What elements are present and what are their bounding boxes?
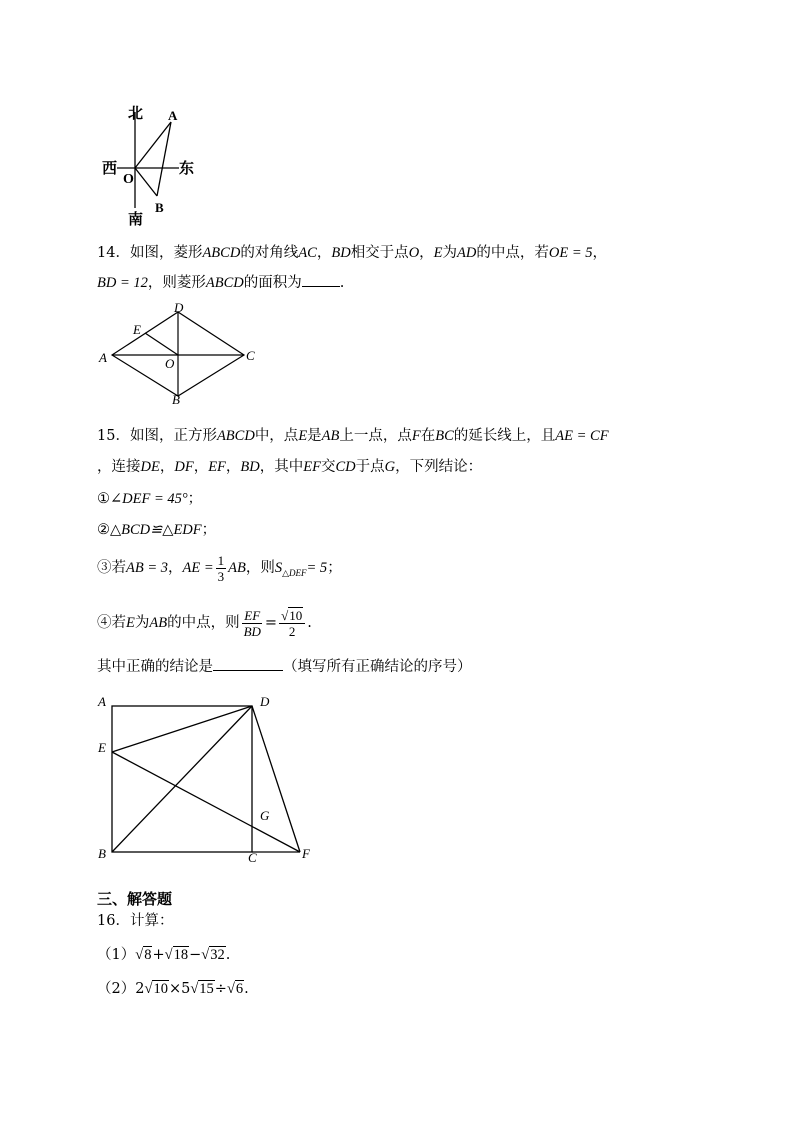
label-west: 西	[102, 161, 118, 177]
segment-bd	[112, 706, 252, 852]
square-figure	[95, 690, 325, 870]
label-south: 南	[128, 212, 144, 228]
label-east: 东	[179, 161, 195, 177]
q16-part2: （2）2√10×5√15÷√6.	[97, 981, 249, 997]
q15-line1: 15．如图，正方形ABCD中，点E是AB上一点，点F在BC的延长线上，且AE = CF	[97, 428, 609, 444]
fraction-ef-bd: $\frac{EF}{BD}$	[243, 607, 261, 639]
q16-title: 16．计算：	[97, 913, 174, 929]
label-a: A	[98, 694, 106, 709]
label-north: 北	[128, 106, 144, 122]
q15-conclusion-4: ④若E为AB的中点，则 $\frac{EF}{BD}$ = $\frac{√10}{2}$ .	[97, 607, 312, 639]
q16-part1: （1）√8+√18−√32.	[97, 947, 231, 963]
label-b: B	[172, 392, 180, 407]
segment-oe	[145, 333, 178, 355]
label-e: E	[133, 322, 141, 337]
q14-line2: BD = 12，则菱形ABCD的面积为 .	[97, 272, 344, 293]
label-c: C	[246, 348, 255, 363]
label-d: D	[174, 300, 184, 315]
q15-line2: ，连接DE，DF，EF，BD，其中EF交CD于点G，下列结论：	[97, 459, 483, 475]
label-b: B	[155, 200, 164, 215]
rhombus-figure	[95, 300, 265, 412]
q15-answer-blank[interactable]	[213, 656, 283, 671]
fraction-one-third: $\frac{1}{3}$	[217, 552, 225, 584]
segment-ob	[135, 168, 157, 196]
q15-answer-line: 其中正确的结论是 （填写所有正确结论的序号）	[97, 656, 472, 677]
label-f: F	[302, 846, 310, 861]
label-e: E	[98, 740, 106, 755]
section-3-title: 三、解答题	[97, 890, 173, 908]
q15-conclusion-3: ③若AB = 3，AE = $\frac{1}{3}$ AB，则$S_{\triangle DEF}= 5$；	[97, 552, 342, 584]
segment-oa	[135, 122, 171, 168]
label-g: G	[260, 808, 270, 823]
label-d: D	[260, 694, 270, 709]
segment-de	[112, 706, 252, 752]
label-o: O	[123, 172, 134, 187]
fraction-root10-over-2: $\frac{√10}{2}$	[279, 608, 305, 639]
compass-figure	[95, 100, 205, 230]
label-b: B	[98, 846, 106, 861]
q14-line1: 14．如图，菱形ABCD的对角线AC，BD相交于点O，E为AD的中点，若OE = 5，	[97, 245, 607, 261]
q15-conclusion-2: ②△BCD≌△EDF；	[97, 522, 217, 538]
label-o: O	[165, 356, 175, 371]
label-c: C	[248, 850, 257, 865]
label-a: A	[99, 350, 107, 365]
q15-conclusion-1: ①∠DEF = 45°；	[97, 491, 203, 507]
segment-ab	[157, 122, 171, 196]
label-a: A	[168, 108, 178, 123]
q14-answer-blank[interactable]	[302, 272, 340, 287]
